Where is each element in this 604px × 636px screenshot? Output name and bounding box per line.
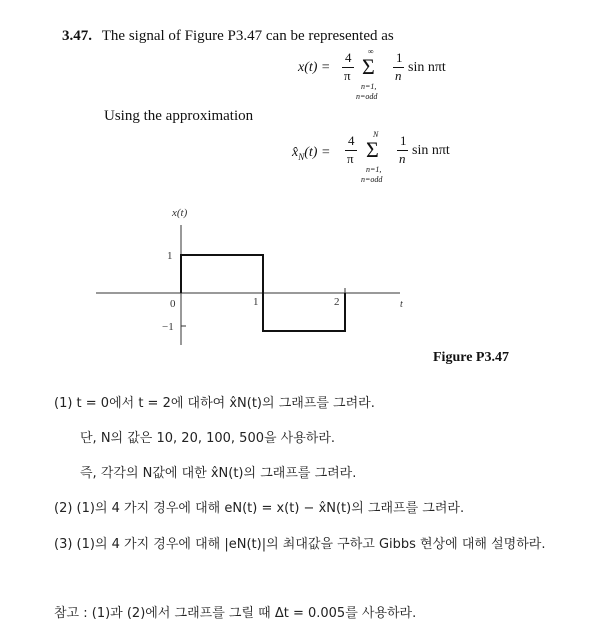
instruction-3: (3) (1)의 4 가지 경우에 대해 |eN(t)|의 최대값을 구하고 Gibbs 현상에 대해 설명하라. — [54, 537, 546, 552]
xtick-label-0: 0 — [170, 298, 176, 310]
problem-statement: The signal of Figure P3.47 can be represented as — [101, 28, 394, 44]
eq2-coef-den: π — [347, 151, 354, 166]
eq2-tail: sin nπt — [412, 143, 450, 158]
eq2-lhs-base: x̂ — [292, 145, 299, 160]
eq2-frac-num: 1 — [400, 133, 407, 148]
reference-note: 참고 : (1)과 (2)에서 그래프를 그릴 때 Δt = 0.005를 사용하라. — [54, 606, 417, 621]
xtick-label-2: 2 — [334, 296, 340, 308]
eq1-coef-den: π — [344, 68, 351, 83]
ytick-label-pos: 1 — [167, 250, 173, 262]
eq1-sum-top: ∞ — [368, 47, 374, 56]
instruction-1b: 단, N의 값은 10, 20, 100, 500을 사용하라. — [80, 431, 336, 446]
eq1-frac-den: n — [395, 68, 402, 83]
eq1-coef-num: 4 — [345, 50, 352, 65]
eq2-sum-top: N — [373, 130, 379, 139]
eq1-sum-bottom-1: n=1, — [361, 82, 377, 91]
problem-number: 3.47. — [62, 28, 92, 44]
eq2-coef-num: 4 — [348, 133, 355, 148]
eq2-lhs-sub: N — [298, 151, 305, 162]
eq2-sum-symbol: Σ — [366, 137, 379, 162]
instruction-1c: 즉, 각각의 N값에 대한 x̂N(t)의 그래프를 그려라. — [80, 466, 357, 481]
x-axis-label: t — [400, 299, 403, 310]
y-axis-label: x(t) — [172, 207, 188, 219]
ytick-label-neg: −1 — [162, 321, 174, 333]
instruction-1a: (1) t = 0에서 t = 2에 대하여 x̂N(t)의 그래프를 그려라. — [54, 396, 375, 411]
eq1-lhs: x(t) = — [298, 60, 331, 75]
eq1-sum-bottom-2: n=odd — [356, 92, 378, 101]
eq2-sum-bottom-1: n=1, — [366, 165, 382, 174]
instruction-2: (2) (1)의 4 가지 경우에 대해 eN(t) = x(t) − x̂N(t)의 그래프를 그려라. — [54, 501, 465, 516]
xtick-label-1: 1 — [253, 296, 259, 308]
eq1-frac-num: 1 — [396, 50, 403, 65]
eq1-sum-symbol: Σ — [362, 54, 375, 79]
eq2-sum-bottom-2: n=odd — [361, 175, 383, 184]
eq2-frac-den: n — [399, 151, 406, 166]
eq1-tail: sin nπt — [408, 60, 446, 75]
eq2-lhs-rest: (t) = — [304, 145, 331, 160]
using-approximation-text: Using the approximation — [104, 108, 254, 124]
figure-caption: Figure P3.47 — [433, 350, 509, 365]
